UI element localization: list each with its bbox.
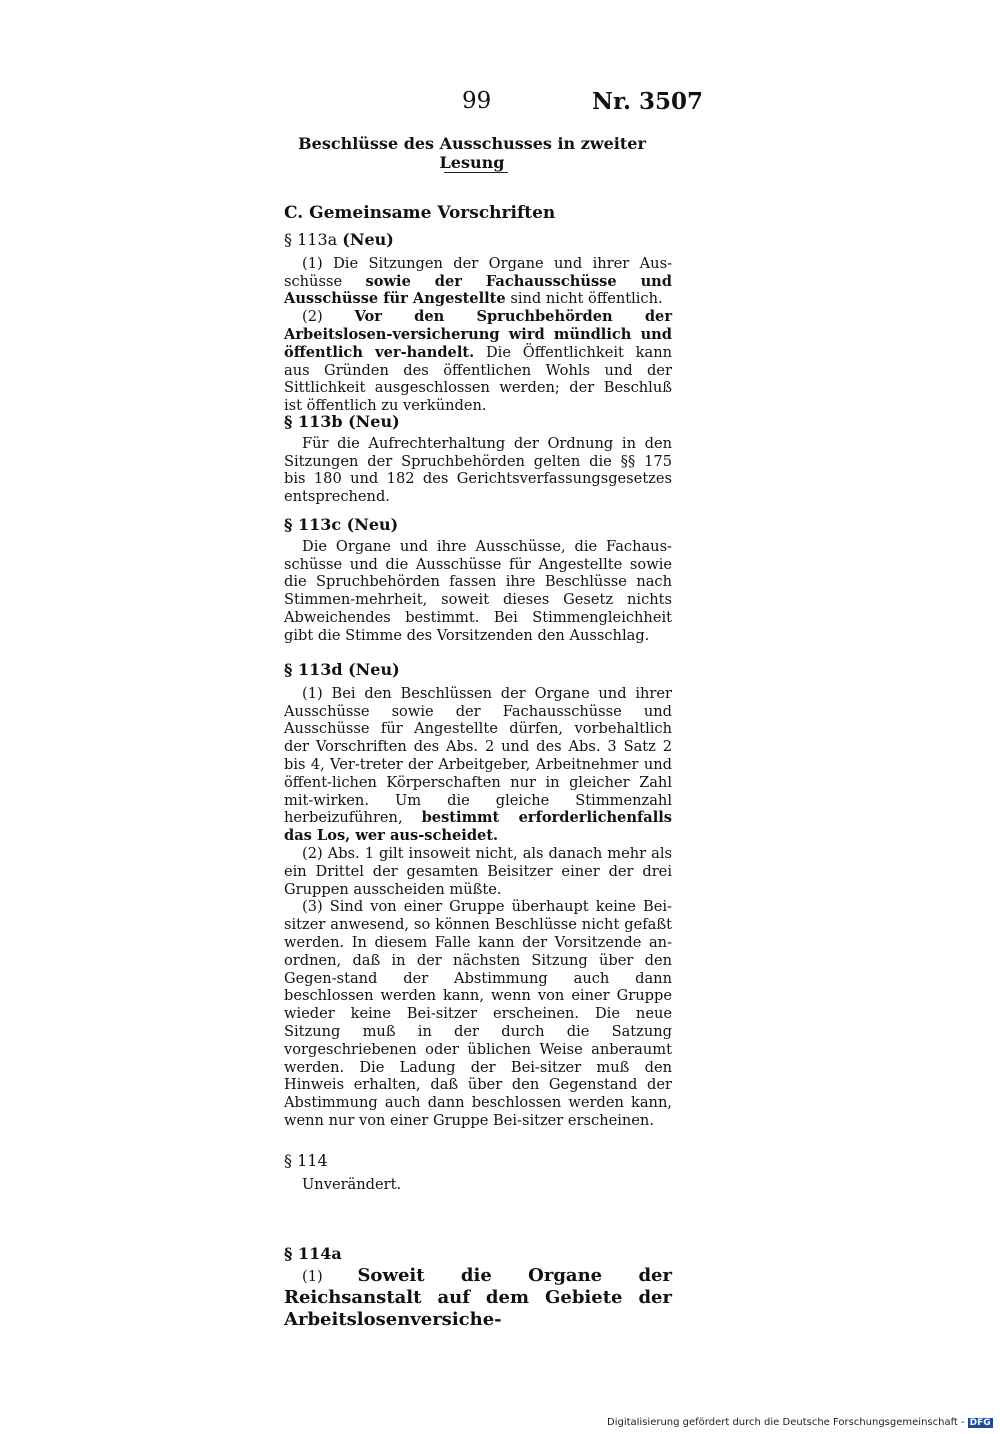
section-113a-para-1 <box>284 255 672 308</box>
section-113a-para-2-text: Die Öffentlichkeit kann aus Gründen des öffentlichen Wohls und der Sittlichkeit ausgeschlossen werden; der Beschluß ist öffentlich zu verkünden. <box>284 343 673 415</box>
section-113a-para-2-bold: Vor den Spruchbehörden der Arbeitslosen-versicherung wird mündlich und öffentlich ver-handelt. <box>284 308 673 361</box>
section-114-text: Unverändert. <box>302 1175 402 1193</box>
section-113d-para-1 <box>284 685 672 845</box>
divider-rule <box>444 172 508 173</box>
section-c-block <box>284 205 672 223</box>
section-114a-para-1-text: Soweit die Organe der Reichsanstalt auf dem Gebiete der Arbeitslosenversiche- <box>284 1264 672 1330</box>
section-113d-para-1-b: bestimmt erforderlichenfalls das Los, wer aus-scheidet. <box>284 809 672 845</box>
section-113a-tag: (Neu) <box>342 230 394 249</box>
section-113b-heading: § 113b (Neu) <box>284 412 400 431</box>
page-number: 99 <box>462 88 492 114</box>
section-113a-para-1-b: sowie der Fachausschüsse und Ausschüsse für Angestellte <box>284 272 672 308</box>
section-114-heading: § 114 <box>284 1151 328 1170</box>
section-113c-heading: § 113c (Neu) <box>284 515 399 534</box>
footer-text: Digitalisierung gefördert durch die Deutsche Forschungsgemeinschaft - <box>607 1417 965 1428</box>
document-subtitle: Beschlüsse des Ausschusses in zweiter Lesung <box>298 134 646 172</box>
section-114a-heading: § 114a <box>284 1244 342 1263</box>
section-113d-para-2: (2) Abs. 1 gilt insoweit nicht, als danach mehr als ein Drittel der gesamten Beisitzer einer der drei Gruppen ausscheiden müßte. <box>284 844 672 898</box>
section-c-title: C. Gemeinsame Vorschriften <box>284 203 556 223</box>
section-114a-para-1-num: (1) <box>302 1267 323 1285</box>
section-113d-heading: § 113d (Neu) <box>284 660 400 679</box>
section-113d-para-3: (3) Sind von einer Gruppe überhaupt keine Bei-sitzer anwesend, so können Beschlüsse nicht gefaßt werden. In diesem Falle kann der Vorsitzende an-ordnen, daß in der nächsten Sitzung über den Gegen-stand der Abstimmung auch dann beschlossen werden kann, wenn von einer Gruppe wieder keine Bei-sitzer erscheinen. Die neue Sitzung muß in der durch die Satzung vorgeschriebenen oder üblichen Weise anberaumt werden. Die Ladung der Bei-sitzer muß den Hinweis erhalten, daß über den Gegenstand der Abstimmung auch dann beschlossen werden kann, wenn nur von einer Gruppe Bei-sitzer erscheinen. <box>284 898 672 1129</box>
section-113a-heading <box>284 231 672 249</box>
section-113a-para-1-c: sind nicht öffentlich. <box>510 290 663 308</box>
section-113b <box>284 413 672 506</box>
section-113a-para-2-num: (2) <box>302 308 323 326</box>
section-113a-para-2 <box>284 308 672 415</box>
section-114a-para-1 <box>284 1265 672 1331</box>
digitization-footer <box>607 1417 993 1428</box>
document-number: Nr. 3507 <box>592 88 704 115</box>
section-113d <box>284 661 672 1130</box>
section-114a <box>284 1245 672 1331</box>
section-113a-para-1-a: (1) Die Sitzungen der Organe und ihrer Aus-schüsse <box>284 254 672 290</box>
section-113c <box>284 516 672 645</box>
dfg-logo: DFG <box>969 1418 991 1428</box>
section-113a-number: § 113a <box>284 230 338 249</box>
section-113a <box>284 231 672 415</box>
section-113c-text: Die Organe und ihre Ausschüsse, die Fachaus-schüsse und die Ausschüsse für Angestellte sowie die Spruchbehörden fassen ihre Beschlüsse nach Stimmen-mehrheit, soweit dieses Gesetz nichts Abweichendes bestimmt. Bei Stimmengleichheit gibt die Stimme des Vorsitzenden den Ausschlag. <box>284 537 672 644</box>
section-114 <box>284 1152 672 1194</box>
section-113b-text: Für die Aufrechterhaltung der Ordnung in den Sitzungen der Spruchbehörden gelten die §§ 175 bis 180 und 182 des Gerichtsverfassungsgesetzes entsprechend. <box>284 434 672 506</box>
section-113d-para-1-a: (1) Bei den Beschlüssen der Organe und ihrer Ausschüsse sowie der Fachausschüsse und Ausschüsse für Angestellte dürfen, vorbehaltlich der Vorschriften des Abs. 2 und des Abs. 3 Satz 2 bis 4, Ver-treter der Arbeitgeber, Arbeitnehmer und öffent-lichen Körperschaften nur in gleicher Zahl mit-wirken. Um die gleiche Stimmenzahl herbeizuführen, <box>284 684 672 827</box>
